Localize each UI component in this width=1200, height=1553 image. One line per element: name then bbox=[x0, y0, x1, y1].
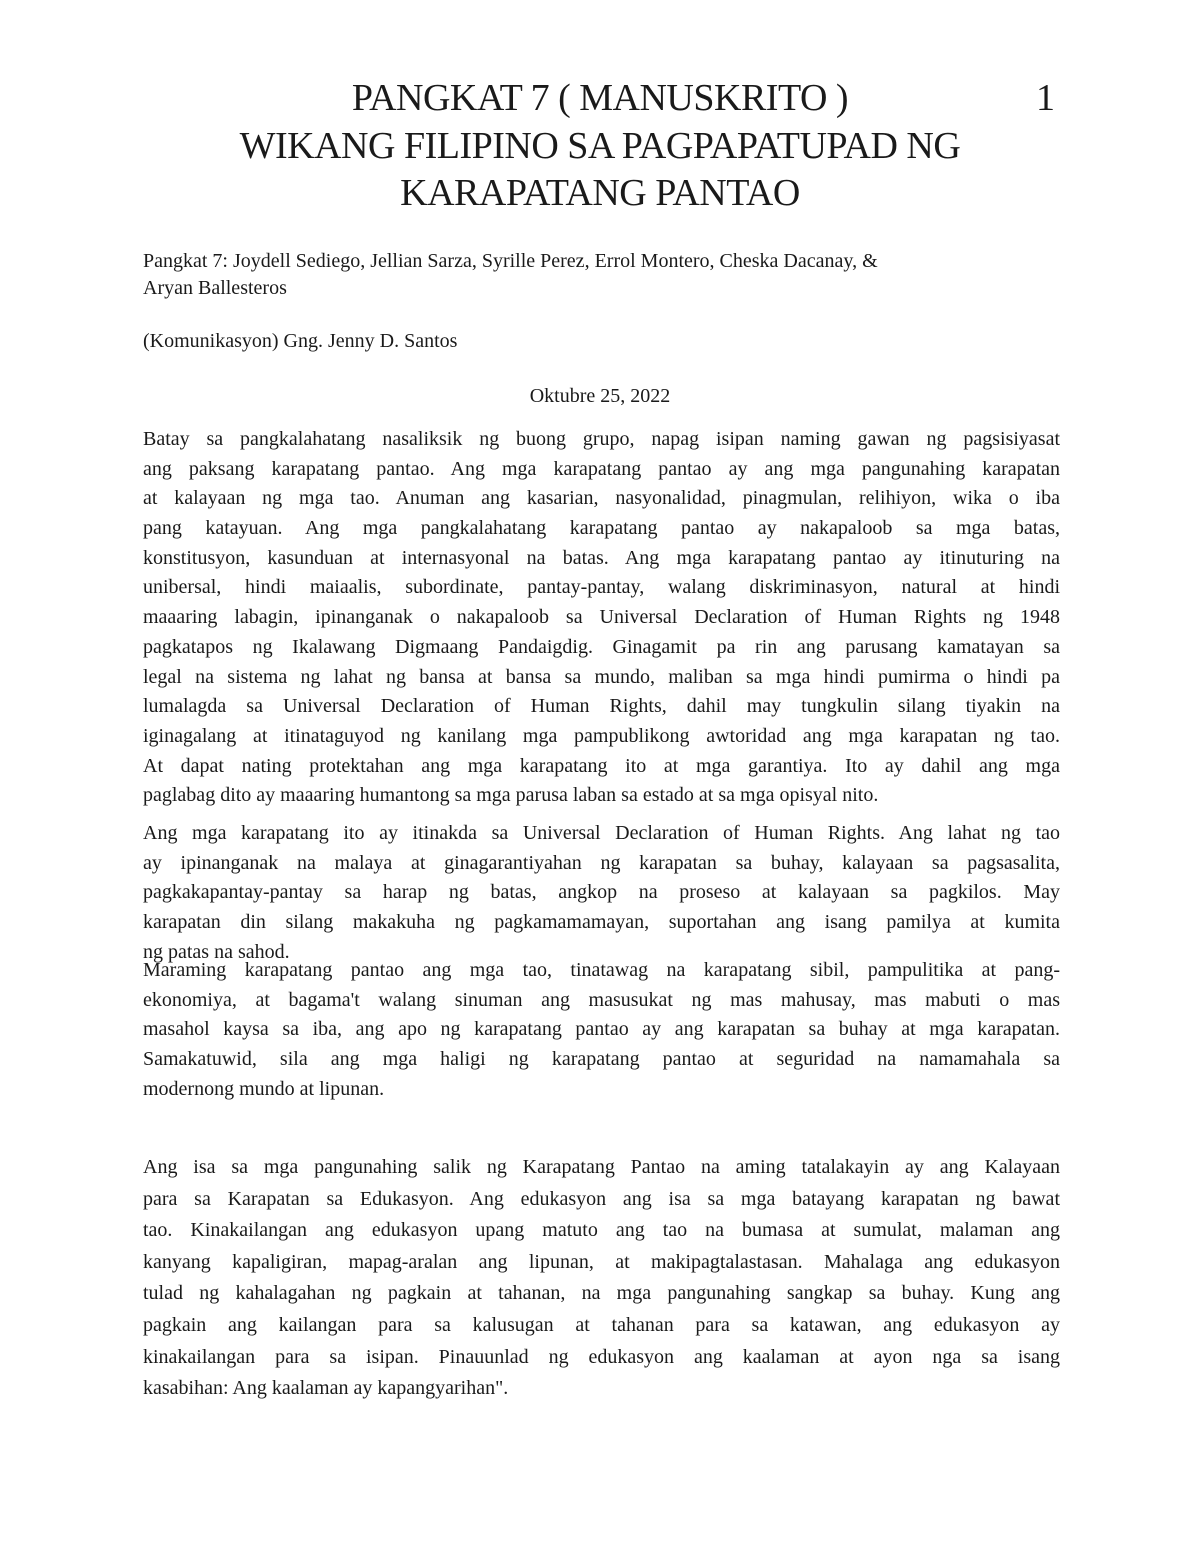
paragraph-line: konstitusyon, kasunduan at internasyonal na batas. Ang mga karapatang pantao ay itinuturing na bbox=[143, 546, 1060, 569]
paragraph-line: Batay sa pangkalahatang nasaliksik ng buong grupo, napag isipan naming gawan ng pagsisiyasat bbox=[143, 428, 1060, 450]
paragraph-line: Ang mga karapatang ito ay itinakda sa Universal Declaration of Human Rights. Ang lahat ng tao bbox=[143, 822, 1060, 844]
paragraph-line: tao. Kinakailangan ang edukasyon upang matuto ang tao na bumasa at sumulat, malaman ang bbox=[143, 1219, 1060, 1242]
paragraph-line: iginagalang at itinataguyod ng kanilang mga pampublikong awtoridad ang mga karapatan ng tao. bbox=[143, 724, 1060, 747]
paragraph-line: lumalagda sa Universal Declaration of Human Rights, dahil may tungkulin silang tiyakin na bbox=[143, 695, 1060, 718]
paragraph-line: modernong mundo at lipunan. bbox=[143, 1077, 385, 1100]
paragraph-line: ekonomiya, at bagama't walang sinuman ang masusukat ng mas mahusay, mas mabuti o mas bbox=[143, 988, 1060, 1011]
paragraph-line: karapatan din silang makakuha ng pagkamamamayan, suportahan ang isang pamilya at kumita bbox=[143, 911, 1060, 934]
paragraph-line: ng patas na sahod. bbox=[143, 940, 290, 963]
document-title-line-1: PANGKAT 7 ( MANUSKRITO ) bbox=[351, 77, 849, 119]
paragraph-line: Ang isa sa mga pangunahing salik ng Karapatang Pantao na aming tatalakayin ay ang Kalayaan bbox=[143, 1156, 1060, 1178]
paragraph-line: unibersal, hindi maiaalis, subordinate, pantay-pantay, walang diskriminasyon, natural at hindi bbox=[143, 576, 1060, 599]
paragraph-line: Samakatuwid, sila ang mga haligi ng karapatang pantao at seguridad na namamahala sa bbox=[143, 1048, 1060, 1071]
paragraph-line: At dapat nating protektahan ang mga karapatang ito at mga garantiya. Ito ay dahil ang mga bbox=[143, 754, 1060, 777]
paragraph-2 bbox=[143, 819, 1060, 967]
paragraph-line: Maraming karapatang pantao ang mga tao, tinatawag na karapatang sibil, pampulitika at pang- bbox=[143, 959, 1060, 981]
paragraph-1 bbox=[143, 425, 1060, 811]
paragraph-line: pagkain ang kailangan para sa kalusugan at tahanan para sa katawan, ang edukasyon ay bbox=[143, 1313, 1060, 1336]
paragraph-line: masahol kaysa sa iba, ang apo ng karapatang pantao ay ang karapatan sa buhay at mga karapatan. bbox=[143, 1018, 1060, 1041]
paragraph-line: ay ipinanganak na malaya at ginagarantiyahan ng karapatan sa buhay, kalayaan sa pagsasalita, bbox=[143, 851, 1060, 874]
paragraph-line: para sa Karapatan sa Edukasyon. Ang edukasyon ang isa sa mga batayang karapatan ng bawat bbox=[143, 1187, 1060, 1210]
document-title-line-3: KARAPATANG PANTAO bbox=[400, 172, 800, 214]
paragraph-line: kasabihan: Ang kaalaman ay kapangyarihan". bbox=[143, 1377, 509, 1400]
paragraph-line: paglabag dito ay maaaring humantong sa mga parusa laban sa estado at sa mga opisyal nito. bbox=[143, 784, 879, 807]
document-title-line-2: WIKANG FILIPINO SA PAGPAPATUPAD NG bbox=[239, 125, 961, 167]
page-number: 1 bbox=[1036, 77, 1055, 119]
paragraph-line: pagkakapantay-pantay sa harap ng batas, angkop na proseso at kalayaan sa pagkilos. May bbox=[143, 881, 1060, 904]
paragraph-line: kanyang kapaligiran, mapag-aralan ang lipunan, at makipagtalastasan. Mahalaga ang edukasyon bbox=[143, 1250, 1060, 1273]
paragraph-line: kinakailangan para sa isipan. Pinauunlad ng edukasyon ang kaalaman at ayon nga sa isang bbox=[143, 1345, 1060, 1368]
paragraph-line: tulad ng kahalagahan ng pagkain at tahanan, na mga pangunahing sangkap sa buhay. Kung ang bbox=[143, 1282, 1060, 1305]
authors-line-1: Pangkat 7: Joydell Sediego, Jellian Sarza, Syrille Perez, Errol Montero, Cheska Dacanay, & bbox=[143, 250, 878, 272]
document-date: Oktubre 25, 2022 bbox=[529, 385, 671, 407]
paragraph-line: legal na sistema ng lahat ng bansa at bansa sa mundo, maliban sa mga hindi pumirma o hindi pa bbox=[143, 665, 1060, 688]
paragraph-line: pang katayuan. Ang mga pangkalahatang karapatang pantao ay nakapaloob sa mga batas, bbox=[143, 517, 1060, 540]
paragraph-line: at kalayaan ng mga tao. Anuman ang kasarian, nasyonalidad, pinagmulan, relihiyon, wika o iba bbox=[143, 487, 1060, 510]
course-instructor: (Komunikasyon) Gng. Jenny D. Santos bbox=[143, 330, 458, 352]
authors-line-2: Aryan Ballesteros bbox=[143, 277, 287, 299]
paragraph-line: maaaring labagin, ipinanganak o nakapaloob sa Universal Declaration of Human Rights ng 1948 bbox=[143, 606, 1060, 629]
paragraph-4 bbox=[143, 1152, 1060, 1405]
paragraph-line: ang paksang karapatang pantao. Ang mga karapatang pantao ay ang mga pangunahing karapatan bbox=[143, 457, 1060, 480]
paragraph-line: pagkatapos ng Ikalawang Digmaang Pandaigdig. Ginagamit pa rin ang parusang kamatayan sa bbox=[143, 635, 1060, 658]
paragraph-3 bbox=[143, 956, 1060, 1104]
